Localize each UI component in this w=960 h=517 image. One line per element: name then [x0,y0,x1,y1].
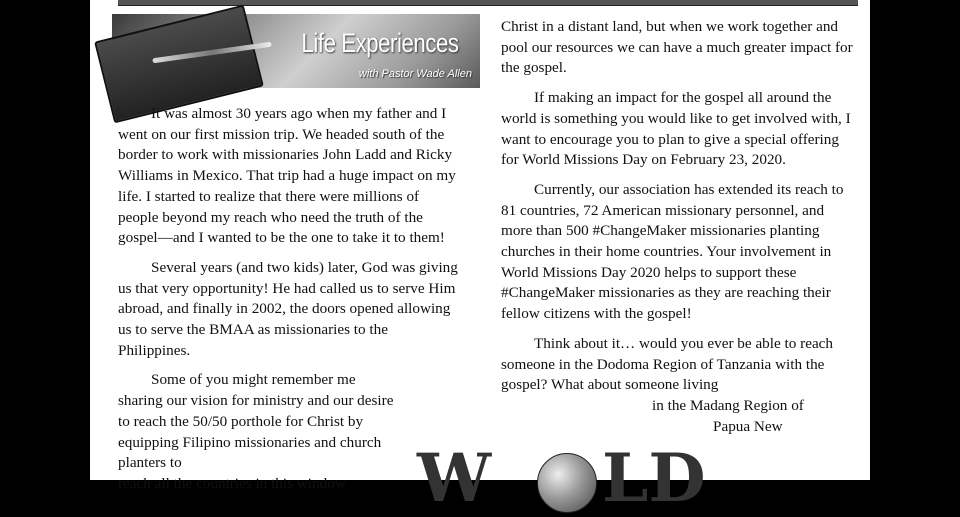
newsletter-page [90,0,870,517]
paragraph: Some of you might remember me sharing our vision for ministry and our desire to reach the 50/50 porthole for Christ by equipping Filipino missionaries and church planters to [118,371,394,472]
globe-icon [537,453,597,513]
life-experiences-banner [112,14,480,88]
left-column [118,104,462,504]
top-rule [118,0,858,6]
paragraph: If making an impact for the gospel all around the world is something you would like to get involved with, I want to encourage you to plan to give a special offering for World Missions Day on February 23, 2020. [501,89,851,169]
paragraph: reach all the countries in this window [118,474,346,492]
banner-title: Life Experiences [301,28,459,58]
paragraph: Several years (and two kids) later, God was giving us that very opportunity! He had called us to serve Him abroad, and finally in 2002, the doors opened allowing us to serve the BMAA as missionaries to the Philippines. [118,258,458,359]
paragraph: It was almost 30 years ago when my father and I went on our first mission trip. We headed south of the border to work with missionaries John Ladd and Ricky Williams in Mexico. That trip had a huge impact on my life. I started to realize that there were millions of people beyond my reach who need the truth of the gospel—and I wanted to be the one to take it to them! [118,105,456,247]
logo-text-right: LD [602,439,706,517]
world-missions-logo [417,439,717,517]
logo-text-left: W [417,439,494,517]
right-column [501,17,856,437]
paragraph: Papua New [713,417,783,435]
banner-subtitle: with Pastor Wade Allen [358,68,472,80]
paragraph: Think about it… would you ever be able to reach someone in the Dodoma Region of Tanzania with the gospel? What about someone living [501,334,834,394]
paragraph: Christ in a distant land, but when we work together and pool our resources we can have a much greater impact for the gospel. [501,18,853,77]
paragraph: in the Madang Region of [652,396,804,414]
paragraph: Currently, our association has extended its reach to 81 countries, 72 American missionary personnel, and more than 500 #ChangeMaker missionaries planting churches in their home countries. Your involvement in World Missions Day 2020 helps to support these #ChangeMaker missionaries as they are reaching their fellow citizens with the gospel! [501,180,844,323]
